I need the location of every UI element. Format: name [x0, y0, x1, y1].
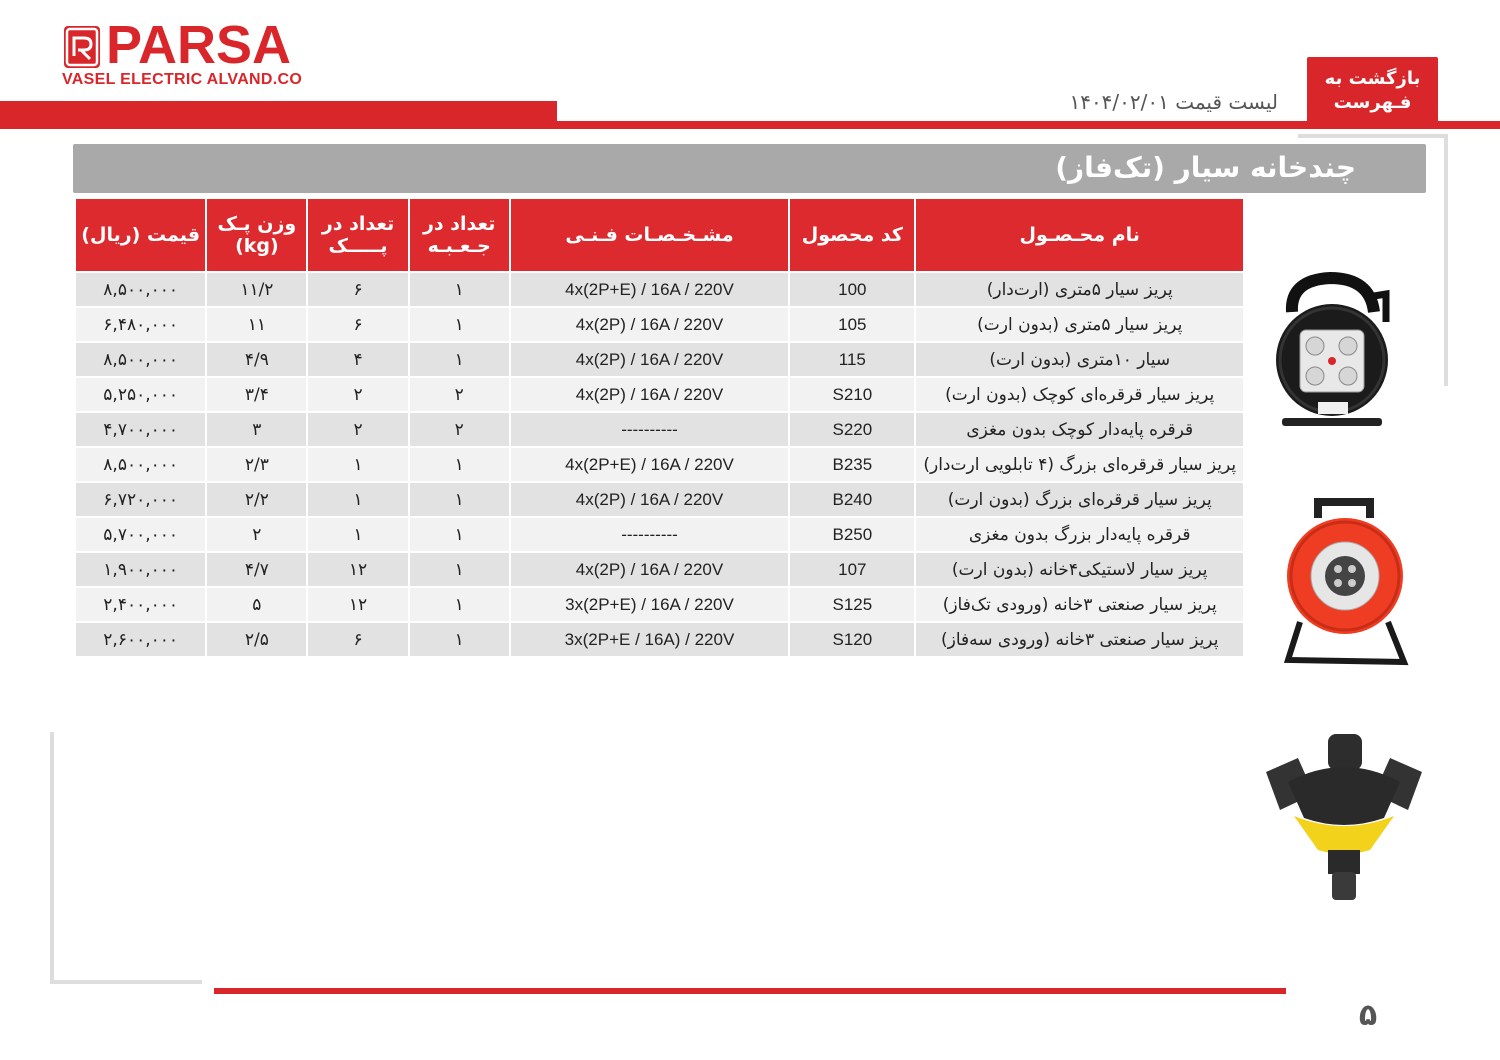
cell-pack: ۶	[308, 623, 407, 658]
cell-weight: ۵	[207, 588, 306, 623]
cell-box: ۱	[410, 588, 509, 623]
brand-subtitle: VASEL ELECTRIC ALVAND.CO	[62, 71, 303, 88]
cell-box: ۱	[410, 518, 509, 553]
cell-spec: ----------	[511, 518, 788, 553]
cell-name: پریز سیار ۵متری (ارت‌دار)	[916, 273, 1243, 308]
cell-pack: ۲	[308, 413, 407, 448]
cell-spec: 4x(2P) / 16A / 220V	[511, 308, 788, 343]
table-row	[76, 518, 1243, 553]
cell-pack: ۲	[308, 378, 407, 413]
decorative-frame-left	[50, 732, 54, 984]
cell-code: B250	[790, 518, 914, 553]
table-row	[76, 413, 1243, 448]
table-row	[76, 483, 1243, 518]
cell-pack: ۱	[308, 483, 407, 518]
cell-spec: 4x(2P) / 16A / 220V	[511, 553, 788, 588]
cell-price: ۵,۲۵۰,۰۰۰	[76, 378, 205, 413]
cell-name: پریز سیار لاستیکی۴خانه (بدون ارت)	[916, 553, 1243, 588]
section-header	[73, 144, 1426, 193]
col-header-name: نام محـصـول	[916, 199, 1243, 273]
cell-weight: ۴/۹	[207, 343, 306, 378]
cell-pack: ۱	[308, 448, 407, 483]
header-red-bar	[0, 101, 557, 129]
col-header-weight: وزن پـک (kg)	[207, 199, 306, 273]
cell-pack: ۱۲	[308, 588, 407, 623]
cell-code: S210	[790, 378, 914, 413]
brand-name: PARSA	[106, 15, 292, 75]
cell-price: ۶,۷۲۰,۰۰۰	[76, 483, 205, 518]
table-row	[76, 623, 1243, 658]
cell-name: قرقره پایه‌دار بزرگ بدون مغزی	[916, 518, 1243, 553]
table-row	[76, 308, 1243, 343]
cell-spec: 3x(2P+E / 16A) / 220V	[511, 623, 788, 658]
cell-box: ۱	[410, 553, 509, 588]
cell-code: 107	[790, 553, 914, 588]
table-row	[76, 448, 1243, 483]
cell-weight: ۲/۳	[207, 448, 306, 483]
back-to-index-button[interactable]	[1307, 57, 1438, 125]
section-title: چندخانه سیار (تک‌فاز)	[1055, 151, 1356, 184]
cell-code: S125	[790, 588, 914, 623]
cell-price: ۵,۷۰۰,۰۰۰	[76, 518, 205, 553]
cell-pack: ۶	[308, 308, 407, 343]
industrial-3-way-socket-icon	[1258, 732, 1430, 908]
cell-name: پریز سیار قرقره‌ای بزرگ (۴ تابلویی ارت‌دار)	[916, 448, 1243, 483]
cell-spec: ----------	[511, 413, 788, 448]
table-header-row	[76, 199, 1243, 273]
cell-box: ۱	[410, 483, 509, 518]
page-number: ۵	[1358, 998, 1378, 1033]
cell-price: ۸,۵۰۰,۰۰۰	[76, 273, 205, 308]
cell-spec: 4x(2P) / 16A / 220V	[511, 483, 788, 518]
cell-name: پریز سیار ۵متری (بدون ارت)	[916, 308, 1243, 343]
cell-code: S120	[790, 623, 914, 658]
price-list-date: لیست قیمت ۱۴۰۴/۰۲/۰۱	[1069, 90, 1278, 114]
cell-spec: 4x(2P+E) / 16A / 220V	[511, 448, 788, 483]
cell-weight: ۲/۵	[207, 623, 306, 658]
cell-price: ۸,۵۰۰,۰۰۰	[76, 448, 205, 483]
cell-code: B235	[790, 448, 914, 483]
cell-spec: 4x(2P+E) / 16A / 220V	[511, 273, 788, 308]
black-cable-reel-icon	[1270, 272, 1400, 436]
table-row	[76, 343, 1243, 378]
cell-name: قرقره پایه‌دار کوچک بدون مغزی	[916, 413, 1243, 448]
cell-weight: ۲/۲	[207, 483, 306, 518]
cell-spec: 4x(2P) / 16A / 220V	[511, 343, 788, 378]
cell-box: ۱	[410, 308, 509, 343]
cell-weight: ۴/۷	[207, 553, 306, 588]
cell-price: ۴,۷۰۰,۰۰۰	[76, 413, 205, 448]
cell-weight: ۲	[207, 518, 306, 553]
cell-code: 100	[790, 273, 914, 308]
cell-box: ۱	[410, 448, 509, 483]
decorative-frame-top	[1298, 134, 1448, 138]
table-row	[76, 553, 1243, 588]
cell-box: ۲	[410, 413, 509, 448]
cell-pack: ۱۲	[308, 553, 407, 588]
table-row	[76, 588, 1243, 623]
decorative-frame-right	[1444, 134, 1448, 386]
col-header-box: تعداد در جـعـبـه	[410, 199, 509, 273]
cell-weight: ۳/۴	[207, 378, 306, 413]
cell-code: 105	[790, 308, 914, 343]
cell-name: پریز سیار قرقره‌ای بزرگ (بدون ارت)	[916, 483, 1243, 518]
cell-price: ۸,۵۰۰,۰۰۰	[76, 343, 205, 378]
red-cable-reel-icon	[1278, 492, 1412, 676]
col-header-spec: مشـخـصـات فـنـی	[511, 199, 788, 273]
cell-price: ۶,۴۸۰,۰۰۰	[76, 308, 205, 343]
cell-spec: 3x(2P+E) / 16A / 220V	[511, 588, 788, 623]
cell-name: سیار ۱۰متری (بدون ارت)	[916, 343, 1243, 378]
price-table	[74, 199, 1245, 658]
cell-price: ۱,۹۰۰,۰۰۰	[76, 553, 205, 588]
cell-box: ۱	[410, 623, 509, 658]
cell-weight: ۱۱	[207, 308, 306, 343]
cell-box: ۱	[410, 343, 509, 378]
cell-code: B240	[790, 483, 914, 518]
back-to-index-label: بازگشت به فـهرست	[1324, 68, 1421, 113]
cell-price: ۲,۶۰۰,۰۰۰	[76, 623, 205, 658]
cell-pack: ۱	[308, 518, 407, 553]
cell-name: پریز سیار صنعتی ۳خانه (ورودی تک‌فاز)	[916, 588, 1243, 623]
cell-name: پریز سیار قرقره‌ای کوچک (بدون ارت)	[916, 378, 1243, 413]
cell-code: S220	[790, 413, 914, 448]
table-row	[76, 378, 1243, 413]
cell-pack: ۴	[308, 343, 407, 378]
col-header-code: کد محصول	[790, 199, 914, 273]
cell-price: ۲,۴۰۰,۰۰۰	[76, 588, 205, 623]
table-row	[76, 273, 1243, 308]
cell-code: 115	[790, 343, 914, 378]
col-header-price: قیمت (ریال)	[76, 199, 205, 273]
decorative-frame-bottom	[50, 980, 202, 984]
brand-logo-icon	[64, 26, 100, 68]
col-header-pack: تعداد در پـــــک	[308, 199, 407, 273]
cell-weight: ۱۱/۲	[207, 273, 306, 308]
cell-pack: ۶	[308, 273, 407, 308]
cell-box: ۱	[410, 273, 509, 308]
cell-weight: ۳	[207, 413, 306, 448]
cell-box: ۲	[410, 378, 509, 413]
cell-name: پریز سیار صنعتی ۳خانه (ورودی سه‌فاز)	[916, 623, 1243, 658]
cell-spec: 4x(2P) / 16A / 220V	[511, 378, 788, 413]
footer-red-line	[214, 988, 1286, 994]
